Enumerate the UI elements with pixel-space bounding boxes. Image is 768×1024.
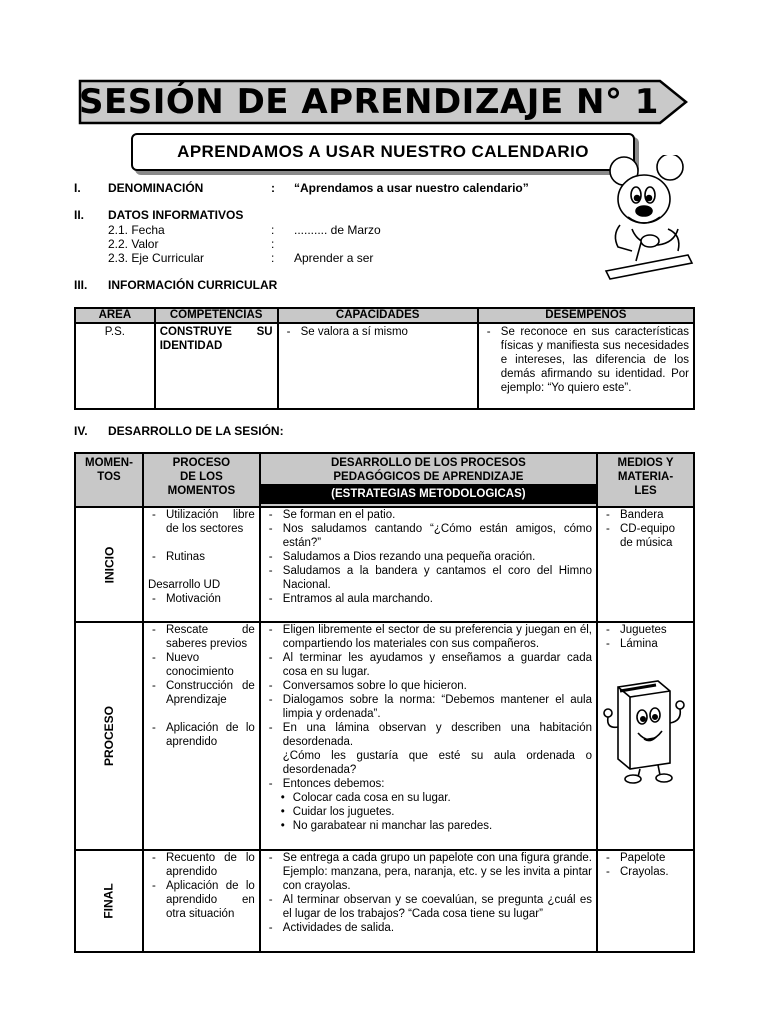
inicio-proceso [143,507,260,622]
valor-label: 2.2. Valor [108,237,159,251]
proceso-bullet-item: • Cuidar los juguetes. [265,805,592,819]
header-desempenos: DESEMPEÑOS [478,308,694,323]
inicio-estrategias [260,507,597,622]
subtitle-box [131,133,635,171]
final-estrategia-item: - Se entrega a cada grupo un papelote con una figura grande. Ejemplo: manzana, pera, naranja, etc. y se les invita a pintar con crayolas. [265,851,592,893]
final-proceso [143,850,260,952]
section-i-num: I. [74,181,81,195]
proceso-medios [597,622,694,850]
proceso-proceso-item: - Aplicación de lo aprendido [148,721,255,749]
proceso-medio-item: - Lámina [602,637,689,651]
curricular-table [74,307,695,410]
final-estrategia-item: - Actividades de salida. [265,921,592,935]
denominacion-label: DENOMINACIÓN [108,181,204,195]
final-medios [597,850,694,952]
proceso-proceso-item: - Nuevo conocimiento [148,651,255,679]
inicio-desarrollo-ud: Desarrollo UD [147,579,221,591]
inicio-proceso-item: - Rutinas [148,550,255,564]
cell-desempenos [478,323,694,409]
informacion-curricular-label: INFORMACIÓN CURRICULAR [108,278,278,292]
final-medio-item: - Crayolas. [602,865,689,879]
desarrollo-sesion-label: DESARROLLO DE LA SESIÓN: [108,424,284,438]
proceso-proceso [143,622,260,850]
page-subtitle: APRENDAMOS A USAR NUESTRO CALENDARIO [177,142,589,161]
denominacion-value: “Aprendamos a usar nuestro calendario” [294,181,529,195]
inicio-medio-item: - Bandera [602,508,689,522]
eje-curricular-sep: : [271,251,275,265]
proceso-bullet-item: • No garabatear ni manchar las paredes. [265,819,592,833]
proceso-label: PROCESO [101,705,116,767]
proceso-estrategia-question: ¿Cómo les gustaría que esté su aula ordenada o desordenada? [282,750,592,776]
final-estrategia-item: - Al terminar observan y se coevalúan, se pregunta ¿cuál es el lugar de los trabajos? “Cada cosa tiene su lugar” [265,893,592,921]
cell-area: P.S. [75,323,155,409]
fecha-sep: : [271,223,275,237]
final-proceso-item: - Aplicación de lo aprendido en otra situación [148,879,255,921]
header-proceso: PROCESO DE LOS MOMENTOS [143,453,260,507]
inicio-proceso-item: - Utilización libre de los sectores [148,508,255,536]
inicio-proceso-item: - Motivación [148,592,255,606]
final-medio-item: - Papelote [602,851,689,865]
inicio-estrategia-item: - Entramos al aula marchando. [265,592,592,606]
cell-capacidades [278,323,478,409]
final-estrategias [260,850,597,952]
inicio-medios [597,507,694,622]
header-area: AREA [75,308,155,323]
fecha-label: 2.1. Fecha [108,223,165,237]
section-iv-num: IV. [74,424,88,438]
header-estrategias: (ESTRATEGIAS METODOLOGICAS) [261,484,596,504]
desempeno-item: - Se reconoce en sus características físicas y manifiesta sus necesidades e intereses, las diferencia de los demás afirmando su identidad. Por ejemplo: “Yo quiero este”. [483,325,689,395]
session-table [74,452,695,953]
proceso-estrategia-item: - Conversamos sobre lo que hicieron. [265,679,592,693]
inicio-label: INICIO [101,546,116,583]
title-banner [78,79,690,125]
header-capacidades: CAPACIDADES [278,308,478,323]
final-proceso-item: - Recuento de lo aprendido [148,851,255,879]
eje-curricular-value: Aprender a ser [294,251,374,265]
header-momentos: MOMEN- TOS [75,453,143,507]
momento-final [75,850,143,952]
proceso-proceso-item: - Construcción de Aprendizaje [148,679,255,707]
momento-inicio [75,507,143,622]
proceso-estrategia-item: - Eligen libremente el sector de su preferencia y juegan en él, compartiendo los materiales con sus compañeros. [265,623,592,651]
header-competencias: COMPETENCIAS [155,308,278,323]
header-medios: MEDIOS Y MATERIA- LES [597,453,694,507]
capacidad-item: - Se valora a sí mismo [283,325,473,339]
momento-proceso [75,622,143,850]
proceso-estrategia-item: - Dialogamos sobre la norma: “Debemos mantener el aula limpia y ordenada”. [265,693,592,721]
valor-sep: : [271,237,275,251]
header-desarrollo: DESARROLLO DE LOS PROCESOS PEDAGÓGICOS DE APRENDIZAJE [330,457,526,483]
final-label: FINAL [101,883,116,919]
book-illustration [600,677,686,785]
inicio-estrategia-item: - Se forman en el patio. [265,508,592,522]
proceso-medio-item: - Juguetes [602,623,689,637]
denominacion-sep: : [271,181,275,195]
datos-informativos-label: DATOS INFORMATIVOS [108,208,244,222]
proceso-estrategia-item: - Al terminar les ayudamos y enseñamos a guardar cada cosa en su lugar. [265,651,592,679]
cell-competencias: CONSTRUYE SU IDENTIDAD [155,323,278,409]
fecha-value: .......... de Marzo [294,223,381,237]
eje-curricular-label: 2.3. Eje Curricular [108,251,205,265]
proceso-proceso-item: - Rescate de saberes previos [148,623,255,651]
section-ii-num: II. [74,208,85,222]
page-title: SESIÓN DE APRENDIZAJE N° 1 [79,82,659,122]
proceso-estrategias [260,622,597,850]
proceso-bullet-item: • Colocar cada cosa en su lugar. [265,791,592,805]
inicio-estrategia-item: - Saludamos a Dios rezando una pequeña oración. [265,550,592,564]
inicio-estrategia-item: - Saludamos a la bandera y cantamos el coro del Himno Nacional. [265,564,592,592]
proceso-estrategia-item: - Entonces debemos: [265,777,592,791]
inicio-medio-item: - CD-equipo de música [602,522,689,550]
proceso-estrategia-item: - En una lámina observan y describen una habitación desordenada. [265,721,592,749]
section-iii-num: III. [74,278,88,292]
mouse-illustration [598,155,694,281]
inicio-estrategia-item: - Nos saludamos cantando “¿Cómo están amigos, cómo están?” [265,522,592,550]
